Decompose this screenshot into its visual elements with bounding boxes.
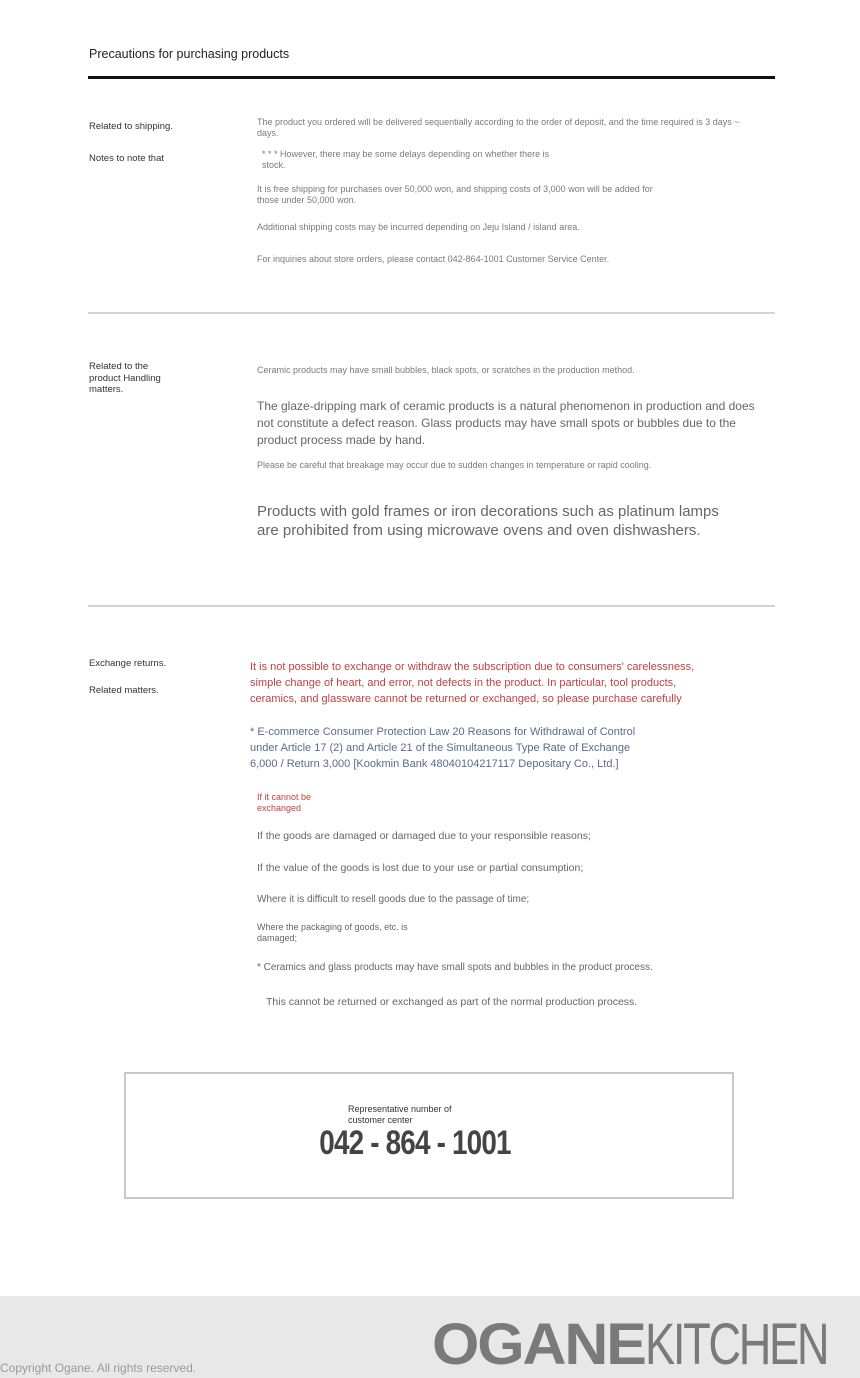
logo-word-kitchen: KITCHEN — [644, 1313, 827, 1377]
shipping-notes-label: Notes to note that — [89, 153, 164, 164]
copyright-text: Copyright Ogane. All rights reserved. — [0, 1361, 197, 1375]
handling-microwave-text: Products with gold frames or iron decorations such as platinum lamps are prohibited from using microwave ovens and oven dishwashers. — [257, 503, 719, 539]
shipping-inquiry-text: For inquiries about store orders, please contact 042-864-1001 Customer Service Center. — [257, 254, 610, 264]
header-divider — [88, 76, 775, 79]
brand-logo — [432, 1313, 860, 1377]
exchange-law-text: * E-commerce Consumer Protection Law 20 Reasons for Withdrawal of Control under Article 17 (2) and Article 21 of the Simultaneous Type Rate of Exchange 6,000 / Return 3,000 [Kookmin Bank 48040104217117 Depositary Co., Ltd.] — [250, 726, 636, 770]
exchange-related-label: Related matters. — [89, 685, 159, 696]
shipping-free-text: It is free shipping for purchases over 50,000 won, and shipping costs of 3,000 won will be added for those under 50,000 won. — [257, 184, 653, 205]
section-divider — [88, 312, 775, 314]
exchange-warning-text: It is not possible to exchange or withdraw the subscription due to consumers' carelessness, simple change of heart, and error, not defects in the product. In particular, tool products, ceramics, and glassware cannot be returned or exchanged, so please purchase carefully — [250, 661, 695, 705]
cannot-exchange-item: If the goods are damaged or damaged due to your responsible reasons; — [257, 830, 591, 842]
handling-breakage-text: Please be careful that breakage may occur due to sudden changes in temperature or rapid cooling. — [257, 460, 652, 470]
exchange-label: Exchange returns. — [89, 658, 167, 669]
customer-center-phone: 042 - 864 - 1001 — [319, 1124, 511, 1162]
cannot-exchange-item: Where it is difficult to resell goods due to the passage of time; — [257, 894, 530, 905]
cannot-exchange-note: This cannot be returned or exchanged as part of the normal production process. — [266, 996, 638, 1008]
page-title: Precautions for purchasing products — [89, 47, 290, 61]
logo-word-ogane: OGANE — [432, 1313, 645, 1377]
handling-ceramic-text: Ceramic products may have small bubbles, black spots, or scratches in the production method. — [257, 365, 635, 375]
handling-label: Related to the product Handling matters. — [89, 361, 161, 395]
customer-center-caption: Representative number of customer center — [348, 1104, 452, 1125]
handling-glaze-text: The glaze-dripping mark of ceramic products is a natural phenomenon in production and does not constitute a defect reason. Glass products may have small spots or bubbles due to the product process made by hand. — [257, 399, 755, 447]
section-divider — [88, 605, 775, 607]
shipping-delivery-text: The product you ordered will be delivered sequentially according to the order of deposit, and the time required is 3 days ~ days. — [257, 117, 740, 138]
shipping-label: Related to shipping. — [89, 121, 173, 132]
cannot-exchange-title: If it cannot be exchanged — [257, 792, 312, 813]
cannot-exchange-note: * Ceramics and glass products may have small spots and bubbles in the product process. — [257, 962, 653, 973]
shipping-island-text: Additional shipping costs may be incurred depending on Jeju Island / island area. — [257, 222, 580, 232]
cannot-exchange-item: If the value of the goods is lost due to your use or partial consumption; — [257, 862, 584, 874]
shipping-delay-text: * * * However, there may be some delays depending on whether there is stock. — [262, 149, 550, 170]
cannot-exchange-item: Where the packaging of goods, etc. is damaged; — [257, 922, 408, 943]
